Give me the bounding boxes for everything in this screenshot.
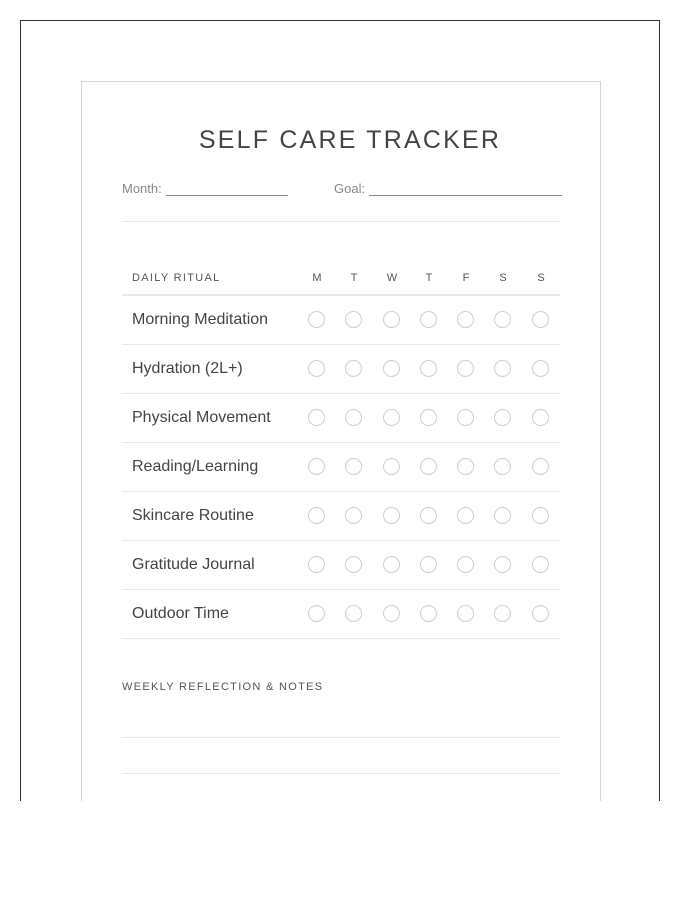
check-circle-sun[interactable] xyxy=(532,458,549,475)
ritual-label: Reading/Learning xyxy=(132,458,259,475)
page-title: SELF CARE TRACKER xyxy=(198,126,502,154)
ritual-label: Hydration (2L+) xyxy=(132,360,243,377)
check-circle-tue[interactable] xyxy=(345,360,362,377)
day-header-sat: S xyxy=(499,272,507,284)
check-circle-thu[interactable] xyxy=(420,556,437,573)
goal-input-line[interactable] xyxy=(369,181,562,196)
check-circle-fri[interactable] xyxy=(457,409,474,426)
check-circle-mon[interactable] xyxy=(308,311,325,328)
check-circle-mon[interactable] xyxy=(308,556,325,573)
check-circle-thu[interactable] xyxy=(420,311,437,328)
table-row xyxy=(122,590,560,639)
ritual-label: Skincare Routine xyxy=(132,507,254,524)
check-circle-tue[interactable] xyxy=(345,458,362,475)
table-row xyxy=(122,345,560,394)
check-circle-wed[interactable] xyxy=(383,605,400,622)
check-circle-mon[interactable] xyxy=(308,507,325,524)
table-row xyxy=(122,443,560,492)
table-row xyxy=(122,296,560,345)
check-circle-wed[interactable] xyxy=(383,409,400,426)
goal-field[interactable] xyxy=(334,181,562,196)
month-input-line[interactable] xyxy=(166,181,288,196)
check-circle-thu[interactable] xyxy=(420,409,437,426)
check-circle-mon[interactable] xyxy=(308,360,325,377)
check-circle-sun[interactable] xyxy=(532,360,549,377)
check-circle-wed[interactable] xyxy=(383,311,400,328)
table-row xyxy=(122,541,560,590)
check-circle-mon[interactable] xyxy=(308,458,325,475)
check-circle-mon[interactable] xyxy=(308,605,325,622)
goal-label: Goal: xyxy=(334,181,366,196)
day-header-sun: S xyxy=(537,272,545,284)
note-line-2[interactable] xyxy=(122,773,560,774)
check-circle-sat[interactable] xyxy=(494,409,511,426)
check-circle-tue[interactable] xyxy=(345,605,362,622)
check-circle-sat[interactable] xyxy=(494,605,511,622)
check-circle-fri[interactable] xyxy=(457,605,474,622)
check-circle-sat[interactable] xyxy=(494,360,511,377)
day-header-mon: M xyxy=(312,272,322,284)
day-header-tue: T xyxy=(350,272,358,284)
ritual-label: Physical Movement xyxy=(132,409,271,426)
check-circle-mon[interactable] xyxy=(308,409,325,426)
check-circle-thu[interactable] xyxy=(420,360,437,377)
check-circle-sun[interactable] xyxy=(532,605,549,622)
check-circle-tue[interactable] xyxy=(345,507,362,524)
day-header-thu: T xyxy=(425,272,433,284)
check-circle-fri[interactable] xyxy=(457,458,474,475)
day-header-wed: W xyxy=(386,272,398,284)
check-circle-sat[interactable] xyxy=(494,458,511,475)
check-circle-sat[interactable] xyxy=(494,556,511,573)
check-circle-tue[interactable] xyxy=(345,409,362,426)
ritual-label: Gratitude Journal xyxy=(132,556,255,573)
table-header xyxy=(122,268,560,296)
check-circle-fri[interactable] xyxy=(457,507,474,524)
month-label: Month: xyxy=(122,181,162,196)
daily-ritual-header: DAILY RITUAL xyxy=(132,272,221,284)
check-circle-wed[interactable] xyxy=(383,458,400,475)
check-circle-sat[interactable] xyxy=(494,311,511,328)
check-circle-sat[interactable] xyxy=(494,507,511,524)
ritual-label: Morning Meditation xyxy=(132,311,269,328)
check-circle-wed[interactable] xyxy=(383,556,400,573)
check-circle-fri[interactable] xyxy=(457,556,474,573)
table-row xyxy=(122,394,560,443)
note-line-1[interactable] xyxy=(122,737,560,738)
table-row xyxy=(122,492,560,541)
check-circle-wed[interactable] xyxy=(383,507,400,524)
check-circle-thu[interactable] xyxy=(420,458,437,475)
check-circle-sun[interactable] xyxy=(532,507,549,524)
check-circle-sun[interactable] xyxy=(532,409,549,426)
ritual-label: Outdoor Time xyxy=(132,605,229,622)
check-circle-tue[interactable] xyxy=(345,311,362,328)
header-divider xyxy=(122,221,560,222)
check-circle-fri[interactable] xyxy=(457,360,474,377)
check-circle-tue[interactable] xyxy=(345,556,362,573)
notes-title: WEEKLY REFLECTION & NOTES xyxy=(122,681,324,693)
check-circle-thu[interactable] xyxy=(420,605,437,622)
check-circle-wed[interactable] xyxy=(383,360,400,377)
check-circle-sun[interactable] xyxy=(532,556,549,573)
day-header-fri: F xyxy=(462,272,470,284)
check-circle-fri[interactable] xyxy=(457,311,474,328)
check-circle-sun[interactable] xyxy=(532,311,549,328)
check-circle-thu[interactable] xyxy=(420,507,437,524)
month-field[interactable] xyxy=(122,181,288,196)
meta-row xyxy=(122,181,560,199)
